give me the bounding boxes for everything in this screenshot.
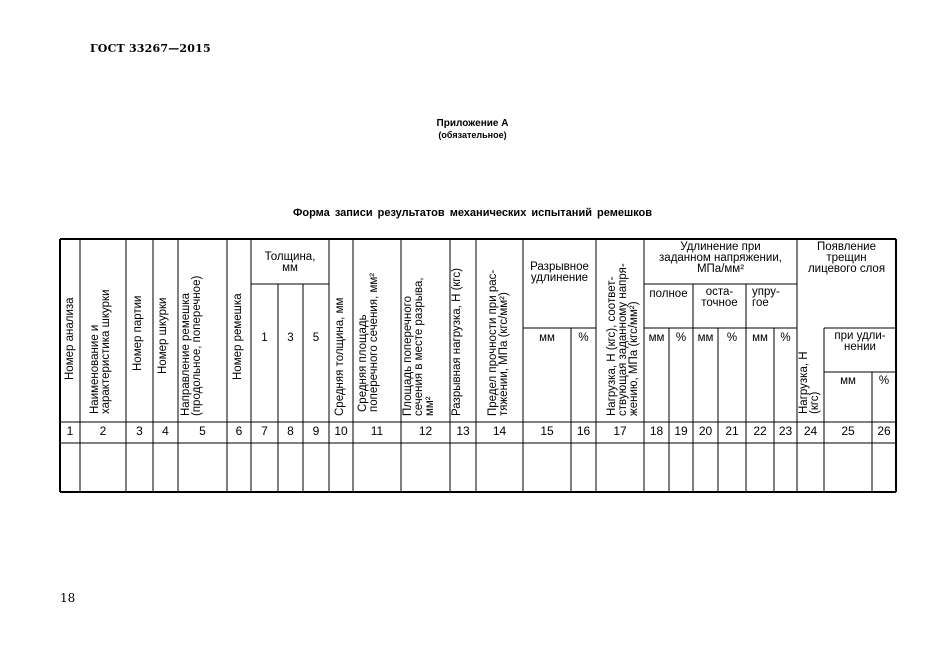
header-skin-number: Номер шкурки [157, 297, 169, 374]
header-break-area: Площадь поперечного сечения в месте разрыва, мм² [402, 277, 436, 416]
column-number: 5 [199, 424, 206, 438]
column-number: 19 [674, 424, 688, 438]
header-crack-pct: % [878, 375, 890, 387]
header-stress-load: Нагрузка, Н (кгс), соответ- ствующая заданному напря- жению, МПа (кгс/мм²) [606, 263, 640, 416]
column-number: 7 [261, 424, 268, 438]
column-number: 26 [877, 424, 891, 438]
column-number: 1 [66, 424, 74, 438]
header-thickness-3: 3 [287, 332, 294, 344]
column-number: 23 [778, 424, 793, 438]
column-number: 16 [576, 424, 591, 438]
column-number: 2 [99, 424, 107, 438]
document-header: ГОСТ 33267—2015 [90, 42, 211, 55]
column-number: 22 [753, 424, 767, 438]
column-number: 8 [287, 424, 294, 438]
column-number: 14 [492, 424, 507, 438]
header-breaking-mm: мм [539, 332, 555, 344]
header-full: полное [649, 288, 688, 300]
header-breaking-pct: % [578, 332, 589, 344]
column-number: 10 [334, 424, 348, 438]
column-number: 20 [698, 424, 713, 438]
page-number: 18 [60, 591, 76, 605]
header-breaking-elongation: Разрывное удлинение [530, 261, 589, 284]
header-thickness-5: 5 [312, 332, 320, 344]
header-elastic-pct: % [780, 332, 791, 344]
header-residual-pct: % [726, 332, 738, 344]
column-number: 24 [803, 424, 818, 438]
column-number: 12 [418, 424, 433, 438]
column-number: 15 [540, 424, 554, 438]
form-title: Форма записи результатов механических испытаний ремешков [293, 207, 652, 219]
column-number: 17 [613, 424, 627, 438]
column-number: 6 [235, 424, 243, 438]
header-average-area: Средняя площадь поперечного сечения, мм² [357, 272, 380, 412]
annex-subtitle: (обязательное) [438, 130, 507, 140]
column-number: 11 [370, 424, 384, 438]
header-at-elongation: при удли- нении [834, 330, 886, 353]
header-thickness: Толщина, мм [264, 251, 316, 274]
header-batch-number: Номер партии [132, 295, 144, 371]
column-number: 13 [456, 424, 470, 438]
annex-title: Приложение А [436, 118, 509, 129]
header-full-pct: % [675, 332, 687, 344]
header-residual: оста- точное [701, 286, 738, 309]
header-elastic-mm: мм [752, 332, 768, 344]
header-cracks: Появление трещин лицевого слоя [807, 241, 886, 275]
header-average-thickness: Средняя толщина, мм [334, 297, 346, 416]
column-number: 21 [725, 424, 739, 438]
header-full-mm: мм [648, 332, 665, 344]
header-analysis-number: Номер анализа [64, 297, 76, 380]
header-breaking-load: Разрывная нагрузка, Н (кгс) [451, 268, 463, 416]
column-number: 4 [162, 424, 169, 438]
column-number: 18 [649, 424, 664, 438]
header-elongation-under-stress: Удлинение при заданном напряжении, МПа/мм² [659, 241, 782, 275]
column-number: 25 [841, 424, 855, 438]
header-crack-mm: мм [840, 375, 856, 387]
column-number: 3 [136, 424, 143, 438]
header-elastic: упру- гое [752, 286, 780, 309]
column-number: 9 [312, 424, 320, 438]
header-residual-mm: мм [697, 332, 714, 344]
header-skin-name: Наименование и характеристика шкурки [89, 289, 112, 414]
header-crack-load: Нагрузка, Н (кгс) [798, 351, 821, 414]
header-thickness-1: 1 [261, 332, 268, 344]
header-strap-direction: Направление ремешка (продольное, поперечное) [180, 275, 203, 416]
header-tensile-strength: Предел прочности при рас- тяжении, МПа (кгс/мм²) [487, 269, 510, 416]
header-strap-number: Номер ремешка [232, 293, 244, 380]
